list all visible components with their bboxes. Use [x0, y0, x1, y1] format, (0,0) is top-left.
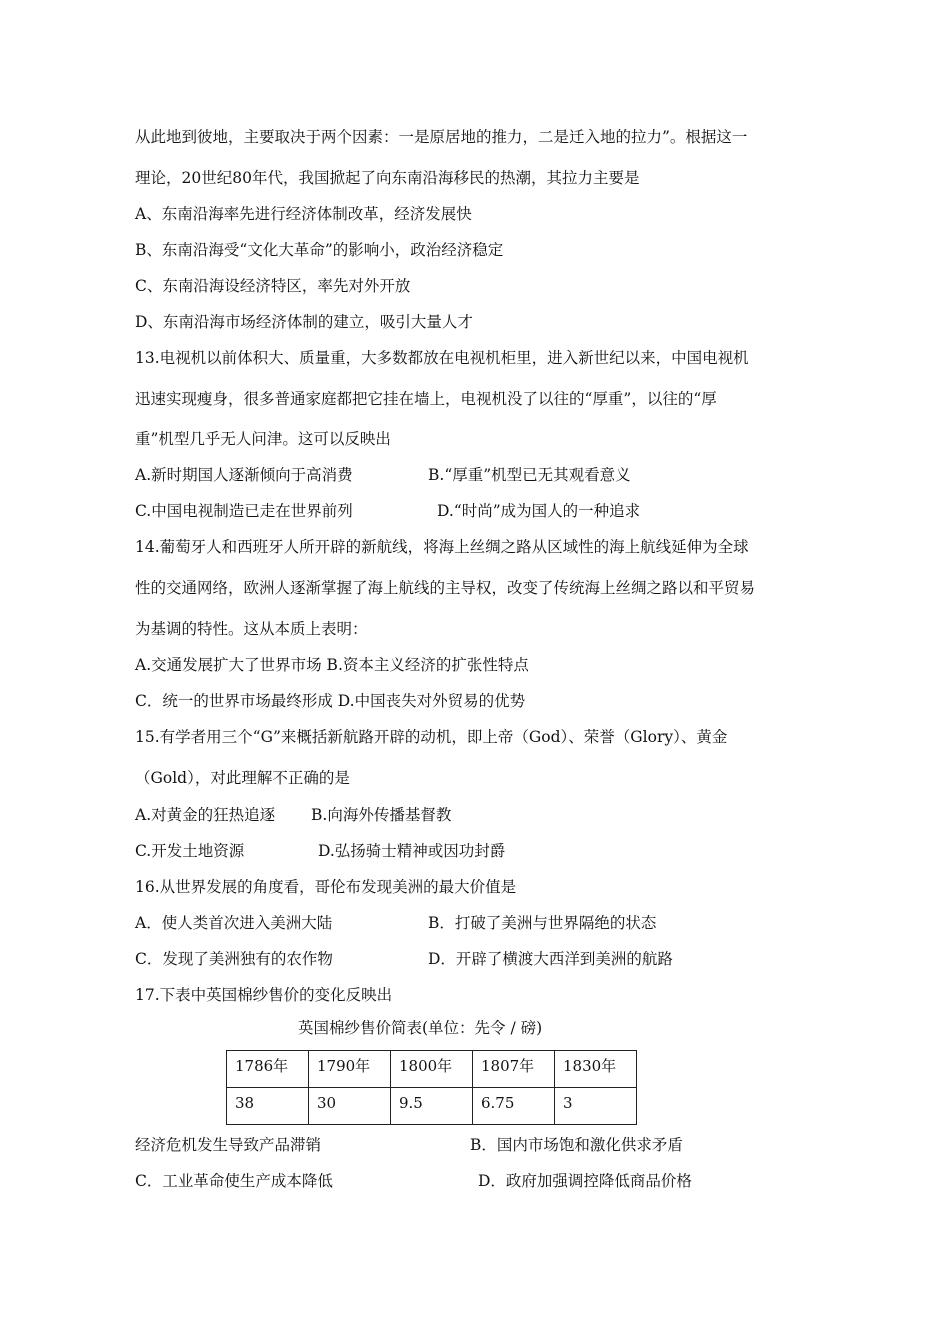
q14-stem-1: 14.葡萄牙人和西班牙人所开辟的新航线，将海上丝绸之路从区域性的海上航线延伸为全球: [135, 538, 749, 556]
table-cell-price: 9.5: [391, 1088, 473, 1125]
table-cell-year: 1800年: [391, 1051, 473, 1088]
intro-option-b: B、东南沿海受“文化大革命”的影响小，政治经济稳定: [135, 241, 504, 259]
intro-line-1: 从此地到彼地，主要取决于两个因素：一是原居地的推力，二是迁入地的拉力”。根据这一: [135, 128, 748, 146]
intro-line-2: 理论，20世纪80年代，我国掀起了向东南沿海移民的热潮，其拉力主要是: [135, 169, 640, 187]
q15-option-c: C.开发土地资源: [135, 842, 245, 860]
q17-option-d: D．政府加强调控降低商品价格: [478, 1172, 692, 1190]
q14-options-ab: A.交通发展扩大了世界市场 B.资本主义经济的扩张性特点: [135, 656, 529, 674]
table-row-years: [227, 1051, 637, 1088]
q16-option-a: A．使人类首次进入美洲大陆: [135, 914, 333, 932]
q13-stem-2: 迅速实现瘦身，很多普通家庭都把它挂在墙上，电视机没了以往的“厚重”，以往的“厚: [135, 390, 717, 408]
q16-option-d: D．开辟了横渡大西洋到美洲的航路: [428, 950, 673, 968]
q16-stem: 16.从世界发展的角度看，哥伦布发现美洲的最大价值是: [135, 878, 517, 896]
q15-option-d: D.弘扬骑士精神或因功封爵: [318, 842, 506, 860]
q14-stem-3: 为基调的特性。这从本质上表明：: [135, 620, 368, 638]
q13-option-c: C.中国电视制造已走在世界前列: [135, 502, 353, 520]
table-cell-price: 38: [227, 1088, 309, 1125]
q16-option-b: B．打破了美洲与世界隔绝的状态: [428, 914, 657, 932]
table-caption: 英国棉纱售价简表(单位：先令 / 磅): [298, 1019, 543, 1037]
table-cell-price: 3: [555, 1088, 637, 1125]
q17-option-c: C．工业革命使生产成本降低: [135, 1172, 333, 1190]
q17-option-a: 经济危机发生导致产品滞销: [135, 1136, 322, 1154]
intro-option-d: D、东南沿海市场经济体制的建立，吸引大量人才: [135, 313, 473, 331]
q14-stem-2: 性的交通网络，欧洲人逐渐掌握了海上航线的主导权，改变了传统海上丝绸之路以和平贸易: [135, 579, 756, 597]
table-cell-year: 1830年: [555, 1051, 637, 1088]
table-cell-price: 30: [309, 1088, 391, 1125]
table-row-prices: [227, 1088, 637, 1125]
q13-option-d: D.“时尚”成为国人的一种追求: [437, 502, 641, 520]
table-cell-price: 6.75: [473, 1088, 555, 1125]
price-table: [226, 1050, 637, 1125]
q13-option-b: B.“厚重”机型已无其观看意义: [428, 466, 631, 484]
q15-option-a: A.对黄金的狂热追逐: [135, 806, 276, 824]
q17-option-b: B．国内市场饱和激化供求矛盾: [470, 1136, 683, 1154]
intro-option-c: C、东南沿海设经济特区，率先对外开放: [135, 277, 411, 295]
intro-option-a: A、东南沿海率先进行经济体制改革，经济发展快: [135, 205, 472, 223]
table-cell-year: 1790年: [309, 1051, 391, 1088]
q16-option-c: C．发现了美洲独有的农作物: [135, 950, 333, 968]
q17-stem: 17.下表中英国棉纱售价的变化反映出: [135, 986, 393, 1004]
q13-stem-1: 13.电视机以前体积大、质量重，大多数都放在电视机柜里，进入新世纪以来，中国电视机: [135, 349, 749, 367]
q13-option-a: A.新时期国人逐渐倾向于高消费: [135, 466, 353, 484]
table-cell-year: 1786年: [227, 1051, 309, 1088]
q15-option-b: B.向海外传播基督教: [311, 806, 452, 824]
q15-stem-1: 15.有学者用三个“G”来概括新航路开辟的动机，即上帝（God）、荣誉（Glory）、黄金: [135, 728, 728, 746]
q15-stem-2: （Gold），对此理解不正确的是: [135, 769, 350, 787]
q13-stem-3: 重”机型几乎无人问津。这可以反映出: [135, 430, 391, 448]
q14-options-cd: C．统一的世界市场最终形成 D.中国丧失对外贸易的优势: [135, 692, 526, 710]
table-cell-year: 1807年: [473, 1051, 555, 1088]
